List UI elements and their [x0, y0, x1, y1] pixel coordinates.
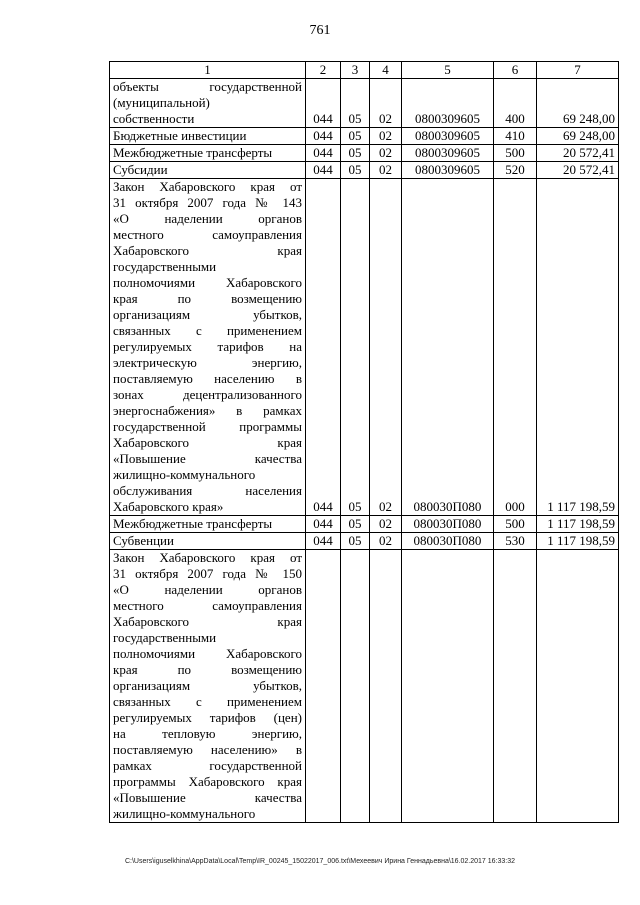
- subsection-code-cell: 02: [370, 162, 402, 179]
- row-name-line: государственной программы: [113, 419, 302, 434]
- header-cell: 1: [110, 62, 306, 79]
- row-name-line: местного самоуправления: [113, 598, 302, 613]
- row-name-line: на тепловую энергию,: [113, 726, 302, 741]
- amount-cell: 69 248,00: [537, 79, 619, 128]
- row-name-cell: [110, 550, 306, 823]
- expense-type-cell: 000: [494, 179, 537, 516]
- row-name-line: обслуживания населения: [113, 483, 302, 498]
- table-row: [110, 550, 619, 823]
- header-cell: 3: [341, 62, 370, 79]
- row-name-line: Бюджетные инвестиции: [113, 128, 247, 143]
- table-row: [110, 79, 619, 128]
- row-name-line: программы Хабаровского края: [113, 774, 302, 789]
- row-name-line: электрическую энергию,: [113, 355, 302, 370]
- row-name-line: местного самоуправления: [113, 227, 302, 242]
- row-name-line: полномочиями Хабаровского: [113, 646, 302, 661]
- table-row: [110, 128, 619, 145]
- row-name-line: Хабаровского края: [113, 435, 302, 450]
- section-code-cell: 05: [341, 533, 370, 550]
- row-name-line: Хабаровского края»: [113, 499, 224, 514]
- row-name-line: края по возмещению: [113, 662, 302, 677]
- target-article-cell: 0800309605: [402, 162, 494, 179]
- chapter-code-cell: 044: [306, 533, 341, 550]
- chapter-code-cell: 044: [306, 516, 341, 533]
- header-cell: 4: [370, 62, 402, 79]
- target-article-cell: [402, 550, 494, 823]
- row-name-line: «Повышение качества: [113, 451, 302, 466]
- row-name-line: поставляемую населению» в: [113, 742, 302, 757]
- chapter-code-cell: 044: [306, 128, 341, 145]
- row-name-line: жилищно-коммунального: [113, 806, 256, 821]
- row-name-line: Субвенции: [113, 533, 174, 548]
- header-cell: 2: [306, 62, 341, 79]
- expense-type-cell: 520: [494, 162, 537, 179]
- row-name-line: государственными: [113, 259, 217, 274]
- amount-cell: [537, 550, 619, 823]
- table-row: [110, 516, 619, 533]
- row-name-cell: [110, 179, 306, 516]
- row-name-cell: [110, 128, 306, 145]
- row-name-line: объекты государственной: [113, 79, 302, 94]
- subsection-code-cell: 02: [370, 516, 402, 533]
- row-name-cell: [110, 533, 306, 550]
- row-name-line: «О наделении органов: [113, 582, 302, 597]
- target-article-cell: 0800309605: [402, 145, 494, 162]
- section-code-cell: 05: [341, 179, 370, 516]
- row-name-line: Хабаровского края: [113, 243, 302, 258]
- row-name-line: Субсидии: [113, 162, 168, 177]
- budget-table: [109, 61, 619, 823]
- amount-cell: 1 117 198,59: [537, 533, 619, 550]
- row-name-line: (муниципальной): [113, 95, 210, 110]
- subsection-code-cell: 02: [370, 179, 402, 516]
- row-name-line: 31 октября 2007 года № 143: [113, 195, 302, 210]
- chapter-code-cell: [306, 550, 341, 823]
- subsection-code-cell: [370, 550, 402, 823]
- subsection-code-cell: 02: [370, 79, 402, 128]
- page-number: 761: [309, 23, 331, 38]
- row-name-line: «О наделении органов: [113, 211, 302, 226]
- target-article-cell: 0800309605: [402, 128, 494, 145]
- chapter-code-cell: 044: [306, 162, 341, 179]
- row-name-line: связанных с применением: [113, 323, 302, 338]
- row-name-line: «Повышение качества: [113, 790, 302, 805]
- row-name-line: Закон Хабаровского края от: [113, 179, 302, 194]
- table-row: [110, 179, 619, 516]
- row-name-line: регулируемых тарифов на: [113, 339, 302, 354]
- row-name-cell: [110, 162, 306, 179]
- amount-cell: 20 572,41: [537, 145, 619, 162]
- amount-cell: 20 572,41: [537, 162, 619, 179]
- expense-type-cell: 410: [494, 128, 537, 145]
- table-row: [110, 145, 619, 162]
- row-name-line: государственными: [113, 630, 217, 645]
- subsection-code-cell: 02: [370, 145, 402, 162]
- row-name-line: организациям убытков,: [113, 307, 302, 322]
- row-name-line: связанных с применением: [113, 694, 302, 709]
- row-name-line: полномочиями Хабаровского: [113, 275, 302, 290]
- header-row: [110, 62, 619, 79]
- row-name-line: организациям убытков,: [113, 678, 302, 693]
- chapter-code-cell: 044: [306, 145, 341, 162]
- row-name-line: рамках государственной: [113, 758, 302, 773]
- row-name-line: края по возмещению: [113, 291, 302, 306]
- row-name-line: 31 октября 2007 года № 150: [113, 566, 302, 581]
- section-code-cell: 05: [341, 145, 370, 162]
- expense-type-cell: [494, 550, 537, 823]
- row-name-line: собственности: [113, 111, 195, 126]
- header-cell: 6: [494, 62, 537, 79]
- row-name-line: зонах децентрализованного: [113, 387, 302, 402]
- row-name-line: энергоснабжения» в рамках: [113, 403, 302, 418]
- row-name-cell: [110, 145, 306, 162]
- file-path-footer: C:\Users\iguselkhina\AppData\Local\Temp\IR_00245_15022017_006.txt\Мехеевич Ирина Геннадьевна\16.02.2017 16:33:32: [124, 858, 516, 865]
- chapter-code-cell: 044: [306, 79, 341, 128]
- table-row: [110, 162, 619, 179]
- row-name-line: поставляемую населению в: [113, 371, 302, 386]
- expense-type-cell: 530: [494, 533, 537, 550]
- row-name-cell: [110, 79, 306, 128]
- subsection-code-cell: 02: [370, 533, 402, 550]
- target-article-cell: 080030П080: [402, 179, 494, 516]
- row-name-line: Закон Хабаровского края от: [113, 550, 302, 565]
- amount-cell: 1 117 198,59: [537, 516, 619, 533]
- header-cell: 7: [537, 62, 619, 79]
- section-code-cell: 05: [341, 162, 370, 179]
- row-name-cell: [110, 516, 306, 533]
- table-row: [110, 533, 619, 550]
- header-cell: 5: [402, 62, 494, 79]
- expense-type-cell: 400: [494, 79, 537, 128]
- target-article-cell: 0800309605: [402, 79, 494, 128]
- chapter-code-cell: 044: [306, 179, 341, 516]
- section-code-cell: [341, 550, 370, 823]
- target-article-cell: 080030П080: [402, 516, 494, 533]
- row-name-line: Межбюджетные трансферты: [113, 516, 273, 531]
- row-name-line: Хабаровского края: [113, 614, 302, 629]
- row-name-line: жилищно-коммунального: [113, 467, 256, 482]
- section-code-cell: 05: [341, 516, 370, 533]
- amount-cell: 69 248,00: [537, 128, 619, 145]
- section-code-cell: 05: [341, 79, 370, 128]
- row-name-line: регулируемых тарифов (цен): [113, 710, 302, 725]
- target-article-cell: 080030П080: [402, 533, 494, 550]
- expense-type-cell: 500: [494, 145, 537, 162]
- amount-cell: 1 117 198,59: [537, 179, 619, 516]
- section-code-cell: 05: [341, 128, 370, 145]
- subsection-code-cell: 02: [370, 128, 402, 145]
- expense-type-cell: 500: [494, 516, 537, 533]
- row-name-line: Межбюджетные трансферты: [113, 145, 273, 160]
